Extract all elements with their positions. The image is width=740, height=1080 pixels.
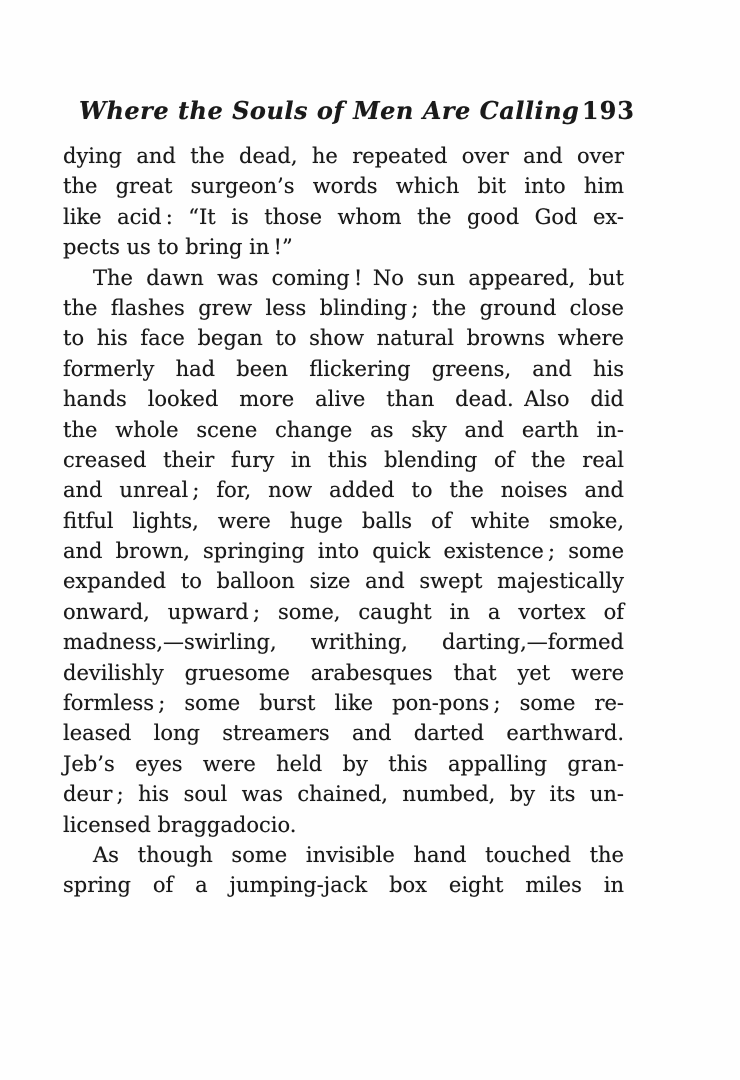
text-line: the great surgeon’s words which bit into him xyxy=(63,174,624,199)
text-line: and unreal ; for, now added to the noises and xyxy=(63,478,624,503)
page-number: 193 xyxy=(581,96,635,125)
text-line: the whole scene change as sky and earth in- xyxy=(63,417,624,442)
text-line: to his face began to show natural browns where xyxy=(63,326,624,351)
text-line: leased long streamers and darted earthward. xyxy=(63,721,624,746)
text-line: As though some invisible hand touched the xyxy=(93,842,624,867)
text-line: fitful lights, were huge balls of white smoke, xyxy=(63,508,624,533)
text-line: creased their fury in this blending of the real xyxy=(63,447,624,472)
running-header xyxy=(63,97,635,125)
text-line: expanded to balloon size and swept majestically xyxy=(63,569,624,594)
text-line: and brown, springing into quick existence ; some xyxy=(63,539,624,564)
text-line: deur ; his soul was chained, numbed, by its un- xyxy=(63,782,624,807)
body-text xyxy=(63,141,624,901)
text-line: Jeb’s eyes were held by this appalling gran- xyxy=(63,751,624,776)
text-line: formerly had been flickering greens, and his xyxy=(63,356,624,381)
text-line: hands looked more alive than dead. Also did xyxy=(63,387,624,412)
text-line: dying and the dead, he repeated over and over xyxy=(63,144,624,168)
text-line: madness,—swirling, writhing, darting,—formed xyxy=(63,630,624,655)
text-line: like acid : “It is those whom the good God ex- xyxy=(63,204,624,229)
text-line: licensed braggadocio. xyxy=(63,812,297,837)
text-line: spring of a jumping-jack box eight miles in xyxy=(63,873,624,898)
text-line: devilishly gruesome arabesques that yet were xyxy=(63,660,624,685)
text-line: formless ; some burst like pon-pons ; some re- xyxy=(63,691,624,716)
text-line: The dawn was coming ! No sun appeared, but xyxy=(93,265,624,290)
text-line: pects us to bring in !” xyxy=(63,235,293,260)
running-header-title: Where the Souls of Men Are Calling xyxy=(79,96,580,125)
text-line: the flashes grew less blinding ; the ground close xyxy=(63,295,624,320)
text-line: onward, upward ; some, caught in a vortex of xyxy=(63,599,624,624)
